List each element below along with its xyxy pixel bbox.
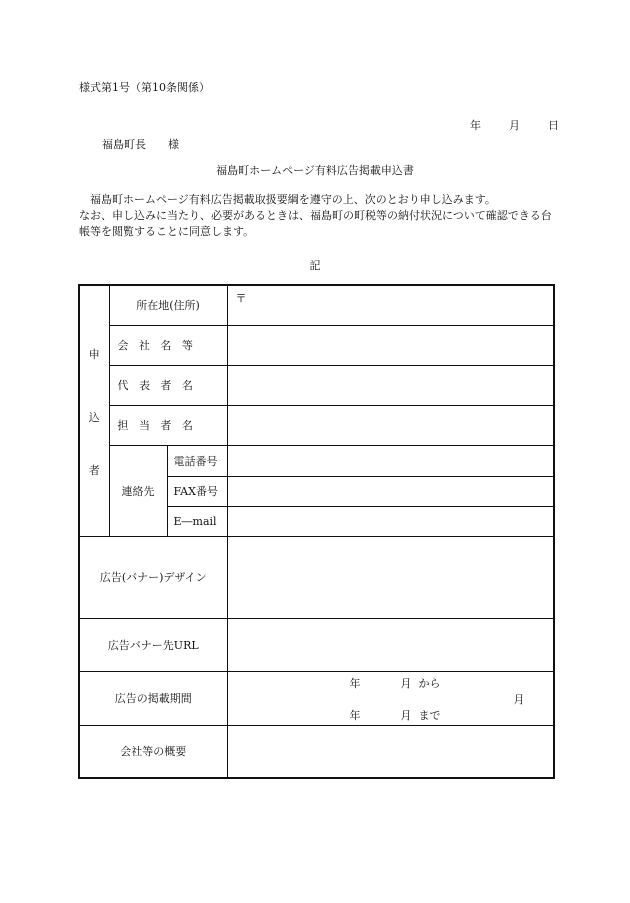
period-from-year: 年 <box>349 676 361 690</box>
phone-label: 電話番号 <box>167 445 227 476</box>
contact-label: 連絡先 <box>109 445 167 536</box>
applicant-char-3: 者 <box>88 464 100 478</box>
contact-person-label: 担当者名 <box>109 405 227 445</box>
company-field[interactable] <box>227 325 554 365</box>
email-label: E―mail <box>167 506 227 536</box>
consent-paragraph: なお、申し込みに当たり、必要があるときは、福島町の町税等の納付状況について確認できる台帳等を閲覧することに同意します。 <box>79 209 552 238</box>
period-field[interactable] <box>227 671 554 725</box>
date-day: 日 <box>548 119 559 132</box>
company-label: 会社名等 <box>109 325 227 365</box>
email-field[interactable] <box>227 506 554 536</box>
date-month: 月 <box>509 119 520 132</box>
phone-field[interactable] <box>227 445 554 476</box>
form-number: 様式第1号（第10条関係） <box>79 81 210 94</box>
period-from-suffix: から <box>418 676 441 690</box>
period-to-suffix: まで <box>418 708 441 722</box>
intro-paragraph: 福島町ホームページ有料広告掲載取扱要綱を遵守の上、次のとおり申し込みます。 <box>90 193 496 206</box>
contact-person-field[interactable] <box>227 405 554 445</box>
date-year: 年 <box>470 119 481 132</box>
url-field[interactable] <box>227 618 554 671</box>
address-label: 所在地(住所) <box>109 285 227 325</box>
document-title: 福島町ホームページ有料広告掲載申込書 <box>216 164 414 177</box>
period-label: 広告の掲載期間 <box>79 671 227 725</box>
fax-field[interactable] <box>227 476 554 506</box>
postal-mark: 〒 <box>235 292 247 305</box>
representative-field[interactable] <box>227 365 554 405</box>
period-from <box>350 678 441 689</box>
representative-label: 代表者名 <box>109 365 227 405</box>
ki-heading: 記 <box>309 259 321 272</box>
design-label: 広告(バナー)デザイン <box>79 536 227 618</box>
fax-label: FAX番号 <box>167 476 227 506</box>
application-table <box>78 284 555 779</box>
period-months: 月 <box>513 692 525 706</box>
overview-label: 会社等の概要 <box>79 725 227 778</box>
addressee: 福島町長 様 <box>102 138 179 151</box>
design-field[interactable] <box>227 536 554 618</box>
applicant-label <box>79 285 109 536</box>
overview-field[interactable] <box>227 725 554 778</box>
url-label: 広告バナー先URL <box>79 618 227 671</box>
period-to-month: 月 <box>400 708 412 722</box>
date-line <box>470 120 559 131</box>
period-from-month: 月 <box>400 676 412 690</box>
period-to <box>350 710 441 721</box>
period-to-year: 年 <box>349 708 361 722</box>
applicant-char-1: 申 <box>88 348 100 362</box>
address-field[interactable] <box>227 285 554 325</box>
applicant-char-2: 込 <box>88 411 100 425</box>
